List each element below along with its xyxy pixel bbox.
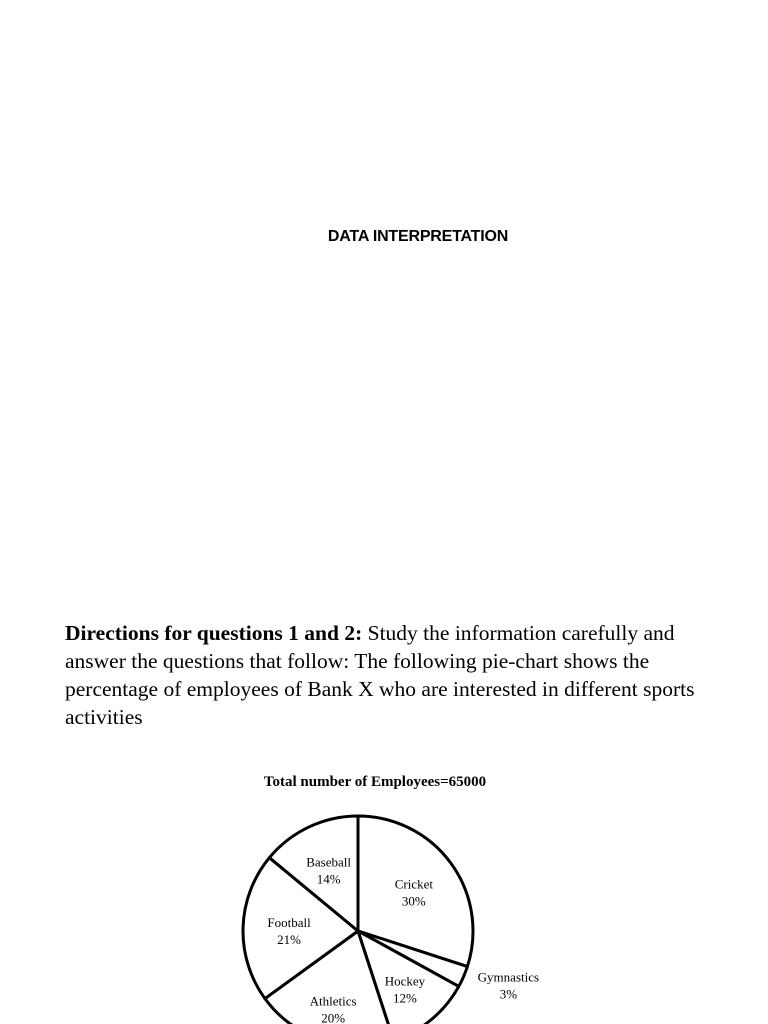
directions-paragraph (65, 619, 725, 731)
slice-label-baseball: Baseball (306, 854, 352, 870)
slice-value-hockey: 12% (392, 990, 417, 1006)
slice-value-athletics: 20% (321, 1010, 346, 1024)
slice-value-gymnastics: 3% (499, 986, 518, 1002)
slice-label-gymnastics: Gymnastics (477, 969, 540, 985)
chart-title: Total number of Employees=65000 (263, 774, 487, 790)
slice-value-football: 21% (277, 931, 301, 947)
slice-label-cricket: Cricket (394, 876, 433, 892)
slice-label-hockey: Hockey (384, 973, 426, 989)
slice-label-athletics: Athletics (309, 993, 357, 1009)
directions-text: Study the information carefully and answer the questions that follow: The following pie-chart shows the percentage of employees of Bank X who are interested in different sports activities (65, 621, 695, 729)
slice-label-football: Football (267, 914, 311, 930)
directions-lead: Directions for questions 1 and 2: (65, 621, 363, 645)
slice-value-baseball: 14% (316, 871, 341, 887)
pie-chart (200, 770, 580, 1024)
slice-value-cricket: 30% (401, 893, 426, 909)
pie-chart-figure (200, 770, 580, 1024)
page-heading: DATA INTERPRETATION (327, 228, 509, 245)
